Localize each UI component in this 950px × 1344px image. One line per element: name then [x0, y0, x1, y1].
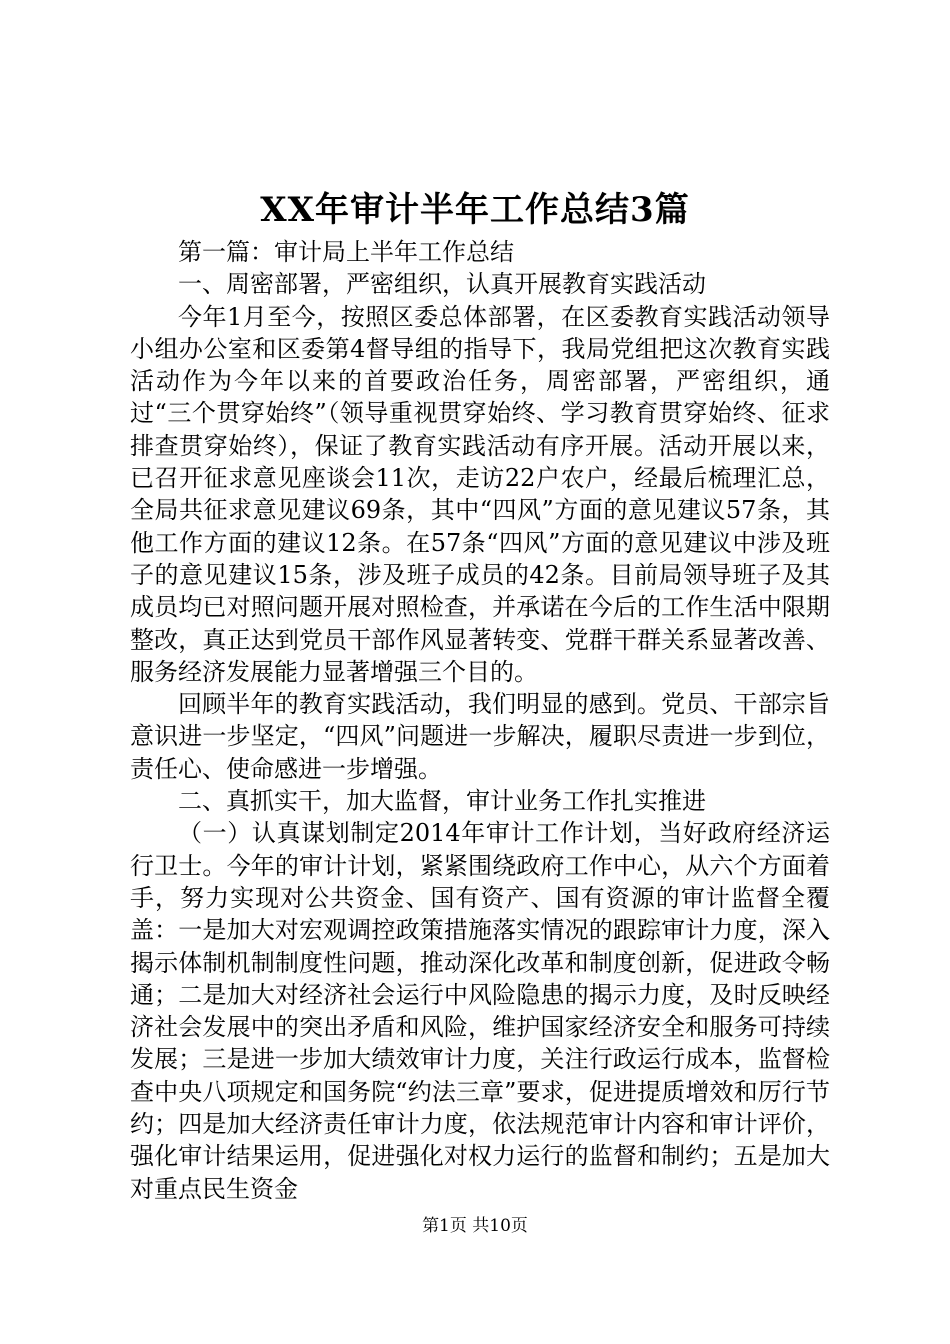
paragraph-section-two-heading: 二、真抓实干，加大监督，审计业务工作扎实推进: [178, 787, 706, 816]
paragraph-section-one-body: 今年1月至今，按照区委总体部署，在区委教育实践活动领导小组办公室和区委第4督导组的指导下，我局党组把这次教育实践活动作为今年以来的首要政治任务，周密部署，严密组织，通过“三个贯穿始终”（领导重视贯穿始终、学习教育贯穿始终、征求排查贯穿始终），保证了教育实践活动有序开展。活动开展以来，已召开征求意见座谈会11次，走访22户农户，经最后梳理汇总，全局共征求意见建议69条，其中“四风”方面的意见建议57条，其他工作方面的建议12条。在57条“四风”方面的意见建议中涉及班子的意见建议15条，涉及班子成员的42条。目前局领导班子及其成员均已对照问题开展对照检查，并承诺在今后的工作生活中限期整改，真正达到党员干部作风显著转变、党群干群关系显著改善、服务经济发展能力显著增强三个目的。: [130, 302, 830, 686]
document-title: XX年审计半年工作总结3篇: [260, 190, 690, 230]
document-body: [130, 236, 830, 1205]
paragraph-section-one-heading: 一、周密部署，严密组织，认真开展教育实践活动: [178, 270, 706, 299]
paragraph-review: 回顾半年的教育实践活动，我们明显的感到。党员、干部宗旨意识进一步坚定，“四风”问题进一步解决，履职尽责进一步到位，责任心、使命感进一步增强。: [130, 690, 830, 783]
paragraph-section-two-body: （一）认真谋划制定2014年审计工作计划，当好政府经济运行卫士。今年的审计计划，紧紧围绕政府工作中心，从六个方面着手，努力实现对公共资金、国有资产、国有资源的审计监督全覆盖：一是加大对宏观调控政策措施落实情况的跟踪审计力度，深入揭示体制机制制度性问题，推动深化改革和制度创新，促进政令畅通；二是加大对经济社会运行中风险隐患的揭示力度，及时反映经济社会发展中的突出矛盾和风险，维护国家经济安全和服务可持续发展；三是进一步加大绩效审计力度，关注行政运行成本，监督检查中央八项规定和国务院“约法三章”要求，促进提质增效和厉行节约；四是加大经济责任审计力度，依法规范审计内容和审计评价，强化审计结果运用，促进强化对权力运行的监督和制约；五是加大对重点民生资金: [130, 819, 830, 1203]
paragraph-heading-part-one: 第一篇：审计局上半年工作总结: [178, 238, 514, 266]
page-footer: 第1页 共10页: [422, 1216, 528, 1236]
